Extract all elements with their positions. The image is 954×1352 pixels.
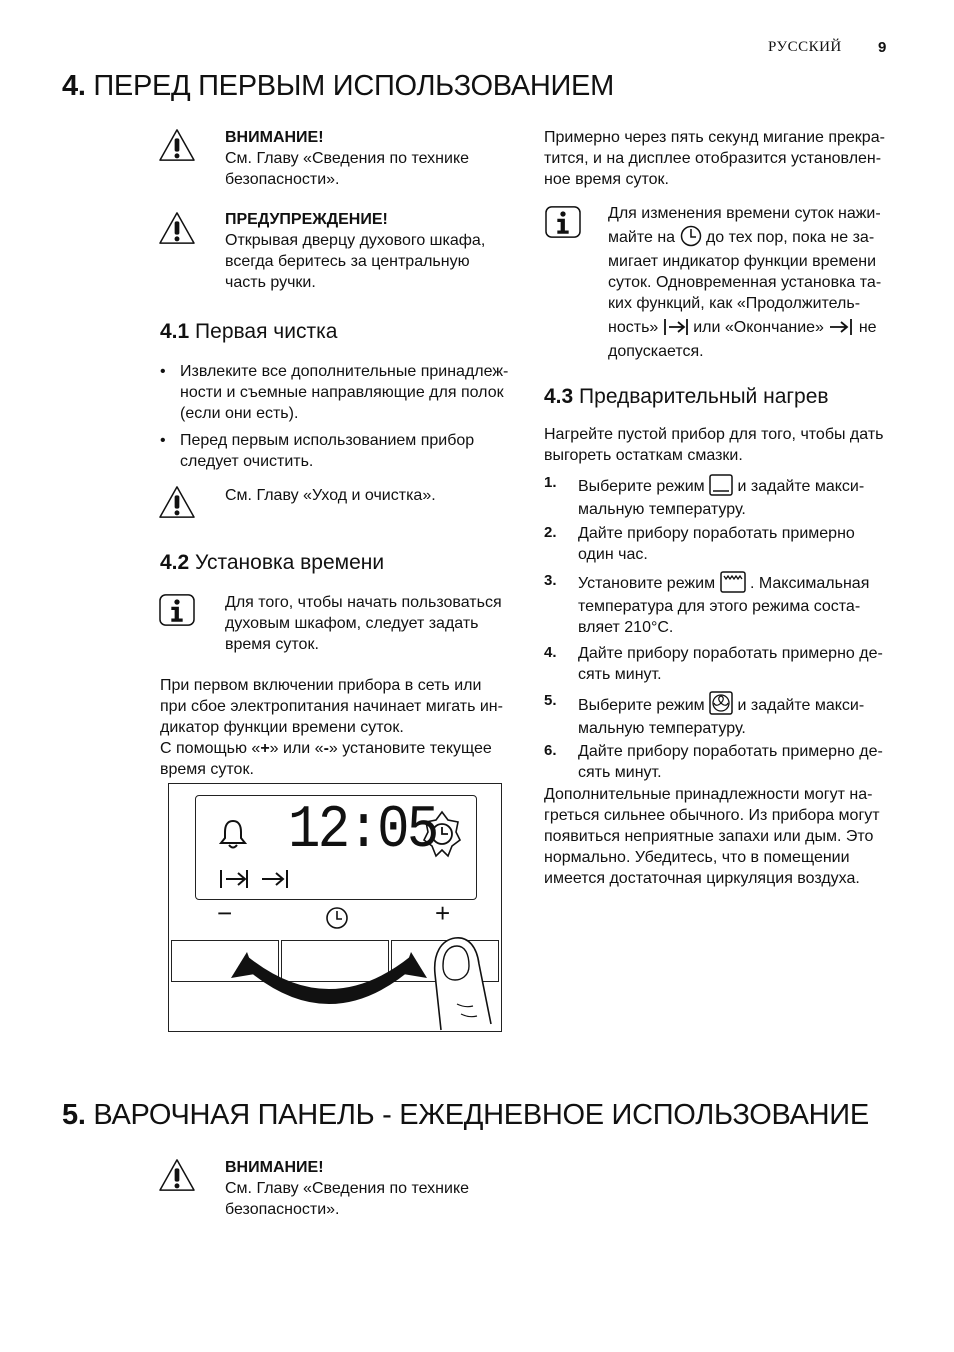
warning-block-attention (225, 127, 515, 190)
minus-label: − (217, 898, 233, 928)
step-line: мальную температуру. (578, 501, 746, 518)
text-fragment: майте на (608, 229, 676, 246)
warning-icon (158, 211, 196, 245)
right-paragraph (544, 127, 904, 190)
list-item (180, 430, 520, 472)
curved-arrow-icon (229, 952, 429, 1024)
paragraph-line: время суток. (160, 761, 254, 778)
step-2 (578, 523, 898, 565)
info-text-line: время суток. (225, 636, 319, 653)
step-number: 4. (544, 644, 557, 661)
fan-mode-icon (709, 691, 733, 715)
info-text-line: мигает индикатор функции времени (608, 253, 877, 270)
control-panel-illustration (168, 783, 502, 1032)
text-fragment: ность» (608, 319, 659, 336)
plus-label: + (435, 898, 451, 928)
plus-symbol: + (260, 740, 270, 757)
conventional-mode-icon (709, 474, 733, 496)
list-item-line: Перед первым использованием прибор (180, 432, 475, 449)
section-5-title: ВАРОЧНАЯ ПАНЕЛЬ - ЕЖЕДНЕВНОЕ ИСПОЛЬЗОВАНИЕ (93, 1099, 869, 1131)
text-fragment: С помощью « (160, 740, 261, 757)
info-text-line: допускается. (608, 343, 704, 360)
list-item-line: Извлеките все дополнительные принадлеж- (180, 363, 509, 380)
step-4 (578, 643, 898, 685)
section-5-number: 5. (62, 1099, 86, 1131)
info-text-line (608, 314, 908, 341)
info-text-line: духовым шкафом, следует задать (225, 615, 479, 632)
text-fragment: или «Окончание» (693, 319, 824, 336)
paragraph-line: Дополнительные принадлежности могут на- (544, 786, 873, 803)
display-time: 12:05 (288, 797, 437, 865)
paragraph (160, 675, 520, 780)
step-line: вляет 210°C. (578, 619, 674, 636)
text-fragment: и задайте макси- (737, 478, 865, 495)
list-item-line: ности и съемные направляющие для полок (180, 384, 504, 401)
warning-icon (158, 128, 196, 162)
subsection-title: Первая чистка (195, 320, 338, 343)
info-text-line: Для изменения времени суток нажи- (608, 205, 881, 222)
paragraph-line: ное время суток. (544, 171, 669, 188)
step-line: один час. (578, 546, 648, 563)
preheat-intro (544, 424, 904, 466)
text-fragment: » или « (269, 740, 324, 757)
step-6 (578, 741, 898, 783)
step-line (578, 571, 898, 596)
text-fragment: не (858, 319, 877, 336)
info-block (225, 592, 515, 655)
warning-title: ВНИМАНИЕ! (225, 1159, 324, 1176)
caution-title: ПРЕДУПРЕЖДЕНИЕ! (225, 211, 388, 228)
clock-icon (680, 225, 702, 247)
step-line (578, 474, 898, 499)
warning-text-line: безопасности». (225, 1201, 340, 1218)
subsection-title: Предварительный нагрев (579, 385, 829, 408)
clock-button-icon (325, 906, 349, 930)
step-line: сять минут. (578, 764, 662, 781)
step-5 (578, 691, 898, 739)
list-item (180, 361, 520, 424)
step-line: Дайте прибору поработать примерно де- (578, 743, 883, 760)
section-4-title: ПЕРЕД ПЕРВЫМ ИСПОЛЬЗОВАНИЕМ (93, 70, 614, 102)
warning-title: ВНИМАНИЕ! (225, 129, 324, 146)
text-fragment: и задайте макси- (737, 697, 865, 714)
text-fragment: Установите режим (578, 575, 716, 592)
closing-paragraph (544, 784, 904, 889)
info-block-time (608, 203, 908, 362)
warning-care-text: См. Главу «Уход и очистка». (225, 487, 436, 504)
warning-text-line: См. Главу «Сведения по технике (225, 1180, 470, 1197)
subsection-number: 4.2 (160, 551, 190, 574)
step-3 (578, 571, 898, 638)
paragraph-line: Примерно через пять секунд мигание прекра- (544, 129, 885, 146)
step-number: 5. (544, 692, 557, 709)
subsection-4-2-heading (160, 551, 384, 575)
step-number: 6. (544, 742, 557, 759)
text-fragment: . Максимальная (749, 575, 870, 592)
step-line: мальную температуру. (578, 720, 746, 737)
finger-icon (431, 934, 503, 1032)
display-screen (195, 795, 477, 900)
step-line (578, 691, 898, 718)
warning-icon (158, 1158, 196, 1192)
section-5-heading (62, 1099, 869, 1132)
section-4-number: 4. (62, 70, 86, 102)
info-text-line: Для того, чтобы начать пользоваться (225, 594, 502, 611)
paragraph-line: нормально. Убедитесь, что в помещении (544, 849, 850, 866)
step-1 (578, 474, 898, 520)
step-number: 3. (544, 572, 557, 589)
text-fragment: Выберите режим (578, 697, 705, 714)
end-time-icon (260, 868, 290, 890)
bullet-marker: • (160, 432, 166, 449)
info-text-line (608, 224, 908, 251)
caution-text-line: часть ручки. (225, 274, 316, 291)
paragraph-line: греться сильнее обычного. Из прибора могут (544, 807, 880, 824)
paragraph-line: тится, и на дисплее отобразится установлен- (544, 150, 882, 167)
step-line: Дайте прибору поработать примерно де- (578, 645, 883, 662)
paragraph-line: имеется достаточная циркуляция воздуха. (544, 870, 860, 887)
warning-text-line: См. Главу «Сведения по технике (225, 150, 470, 167)
step-line: Дайте прибору поработать примерно (578, 525, 855, 542)
minus-symbol: - (323, 740, 329, 757)
bell-icon (218, 818, 248, 852)
subsection-4-3-heading (544, 385, 829, 409)
info-icon (158, 593, 196, 627)
bullet-marker: • (160, 363, 166, 380)
step-number: 2. (544, 524, 557, 541)
paragraph-line: дикатор функции времени суток. (160, 719, 404, 736)
paragraph-line: Нагрейте пустой прибор для того, чтобы дать (544, 426, 884, 443)
step-line: сять минут. (578, 666, 662, 683)
paragraph-line (160, 738, 520, 759)
subsection-4-1-heading (160, 320, 337, 344)
list-item-line: (если они есть). (180, 405, 299, 422)
subsection-number: 4.1 (160, 320, 190, 343)
warning-block-section5 (225, 1157, 515, 1220)
warning-icon (158, 485, 196, 519)
info-text-line: суток. Одновременная установка та- (608, 274, 882, 291)
list-item-line: следует очистить. (180, 453, 314, 470)
paragraph-line: выгореть остаткам смазки. (544, 447, 743, 464)
warning-block-caution (225, 209, 515, 293)
paragraph-line: При первом включении прибора в сеть или (160, 677, 482, 694)
duration-icon (663, 317, 689, 337)
duration-icon (218, 868, 250, 890)
subsection-title: Установка времени (195, 551, 385, 574)
subsection-number: 4.3 (544, 385, 574, 408)
info-icon (544, 205, 582, 239)
text-fragment: » установите текущее (328, 740, 492, 757)
text-fragment: до тех пор, пока не за- (705, 229, 875, 246)
warning-text-line: безопасности». (225, 171, 340, 188)
step-line: температура для этого режима соста- (578, 598, 861, 615)
section-4-heading (62, 70, 614, 103)
grill-mode-icon (720, 571, 746, 593)
caution-text-line: Открывая дверцу духового шкафа, (225, 232, 486, 249)
header-language: РУССКИЙ (768, 39, 842, 55)
caution-text-line: всегда беритесь за центральную (225, 253, 470, 270)
text-fragment: Выберите режим (578, 478, 705, 495)
paragraph-line: при сбое электропитания начинает мигать ин- (160, 698, 503, 715)
step-number: 1. (544, 474, 557, 491)
end-time-icon (828, 317, 854, 337)
paragraph-line: появиться неприятные запахи или дым. Это (544, 828, 874, 845)
page-number: 9 (878, 39, 887, 56)
clock-function-icon (422, 810, 462, 858)
info-text-line: ких функций, как «Продолжитель- (608, 295, 861, 312)
